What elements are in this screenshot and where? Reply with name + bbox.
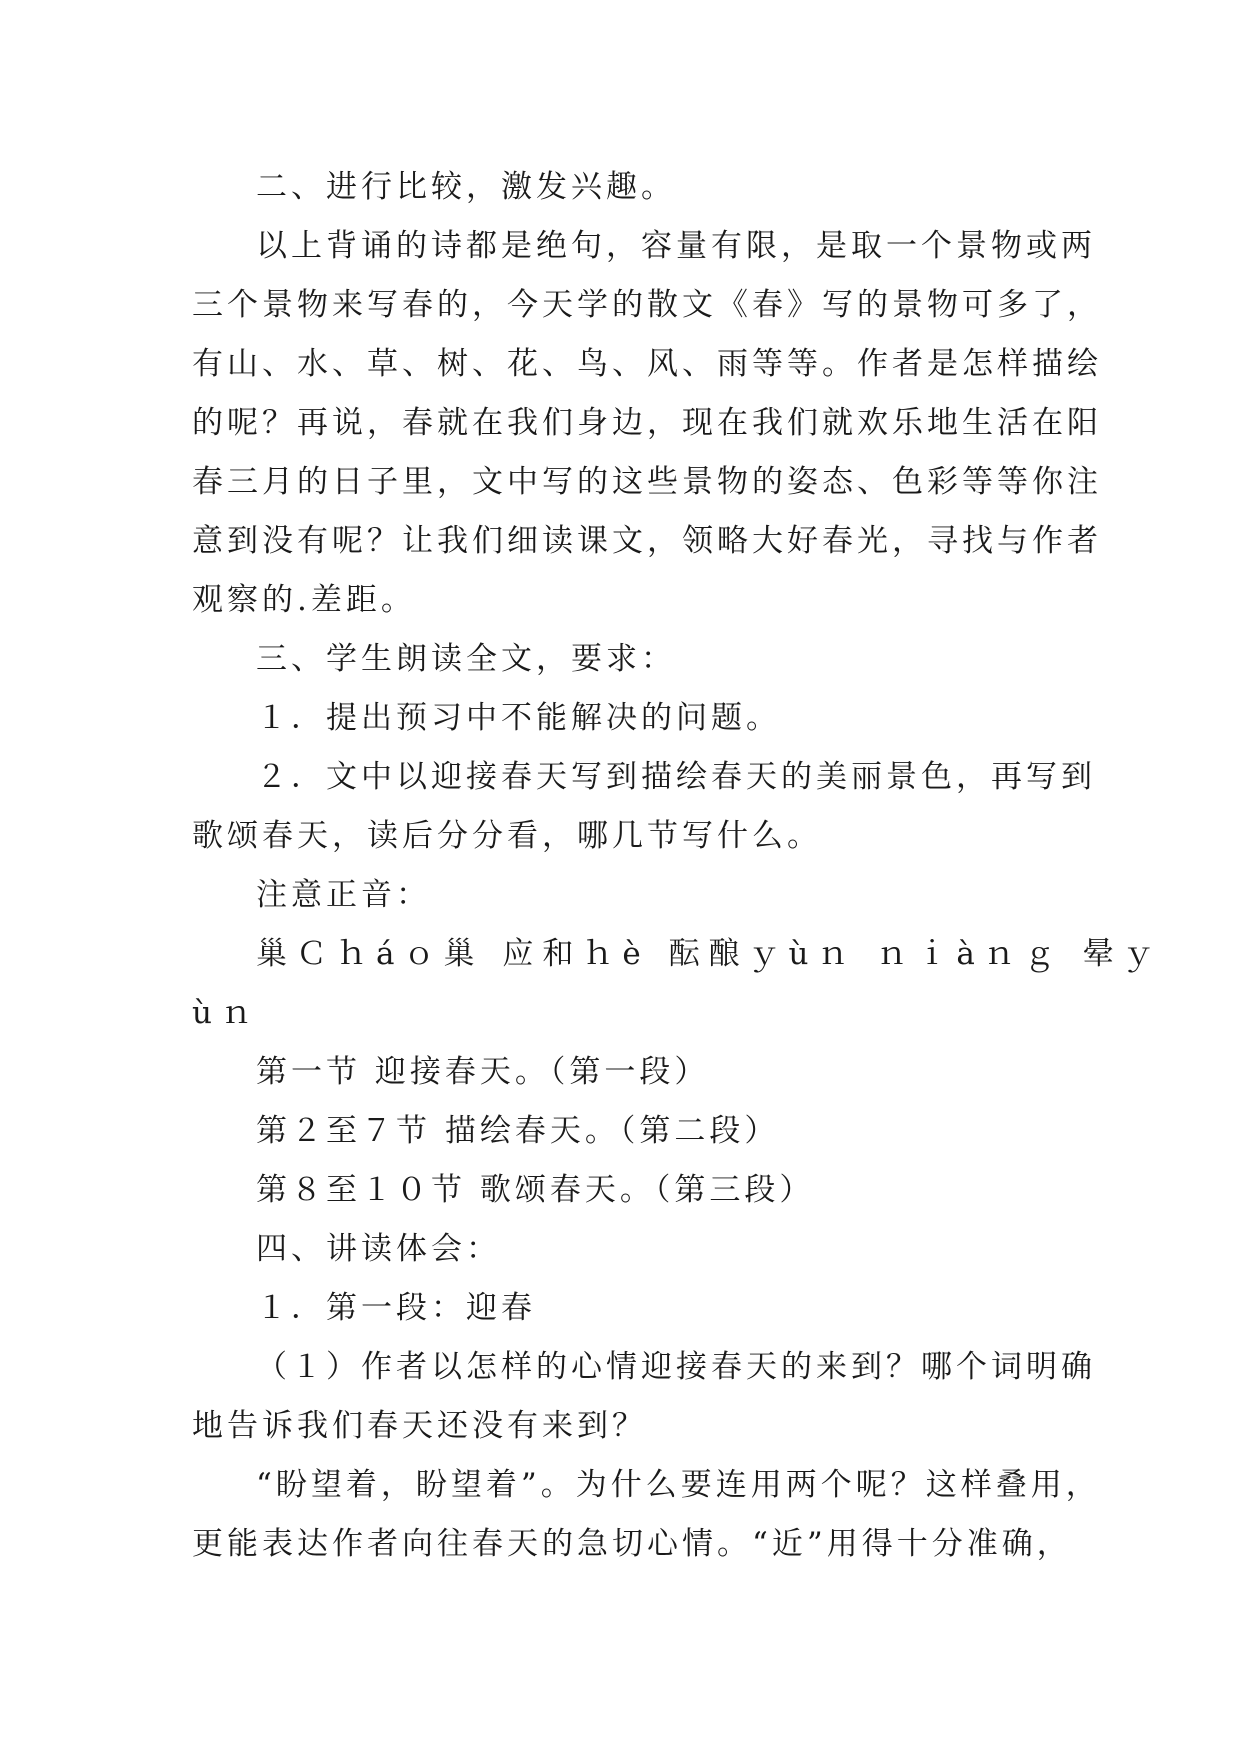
subsection-heading: １．第一段：迎春: [256, 1290, 536, 1326]
list-item: ２．文中以迎接春天写到描绘春天的美丽景色，再写到: [256, 759, 1096, 795]
pronunciation-line: 巢Ｃｈáｏ巢 应和ｈè 酝酿ｙùｎ ｎｉàｎｇ 晕ｙ: [256, 936, 1163, 972]
list-item: １．提出预习中不能解决的问题。: [256, 700, 781, 736]
paragraph-line: 以上背诵的诗都是绝句，容量有限，是取一个景物或两: [256, 228, 1096, 264]
paragraph-line: 的呢？再说，春就在我们身边，现在我们就欢乐地生活在阳: [192, 405, 1102, 441]
section-heading-4: 四、讲读体会：: [256, 1231, 501, 1267]
paragraph-line: “盼望着，盼望着”。为什么要连用两个呢？这样叠用，: [256, 1467, 1101, 1503]
list-item-continuation: 歌颂春天，读后分分看，哪几节写什么。: [192, 818, 822, 854]
paragraph-line: 观察的.差距。: [192, 582, 416, 618]
section-heading-2: 二、进行比较，激发兴趣。: [256, 169, 676, 205]
paragraph-line: 有山、水、草、树、花、鸟、风、雨等等。作者是怎样描绘: [192, 346, 1102, 382]
question-line: （１）作者以怎样的心情迎接春天的来到？哪个词明确: [256, 1349, 1096, 1385]
section-heading-3: 三、学生朗读全文，要求：: [256, 641, 676, 677]
outline-item: 第８至１０节 歌颂春天。（第三段）: [256, 1172, 815, 1208]
document-body: [192, 158, 1163, 1574]
paragraph-line: 春三月的日子里，文中写的这些景物的姿态、色彩等等你注: [192, 464, 1102, 500]
question-line-continuation: 地告诉我们春天还没有来到？: [192, 1408, 647, 1444]
outline-item: 第２至７节 描绘春天。（第二段）: [256, 1113, 780, 1149]
paragraph-line: 更能表达作者向往春天的急切心情。“近”用得十分准确，: [192, 1526, 1072, 1562]
pronunciation-line-continuation: ùｎ: [192, 995, 261, 1031]
paragraph-line: 三个景物来写春的，今天学的散文《春》写的景物可多了，: [192, 287, 1102, 323]
pronunciation-heading: 注意正音：: [256, 877, 431, 913]
outline-item: 第一节 迎接春天。（第一段）: [256, 1054, 710, 1090]
paragraph-line: 意到没有呢？让我们细读课文，领略大好春光，寻找与作者: [192, 523, 1102, 559]
